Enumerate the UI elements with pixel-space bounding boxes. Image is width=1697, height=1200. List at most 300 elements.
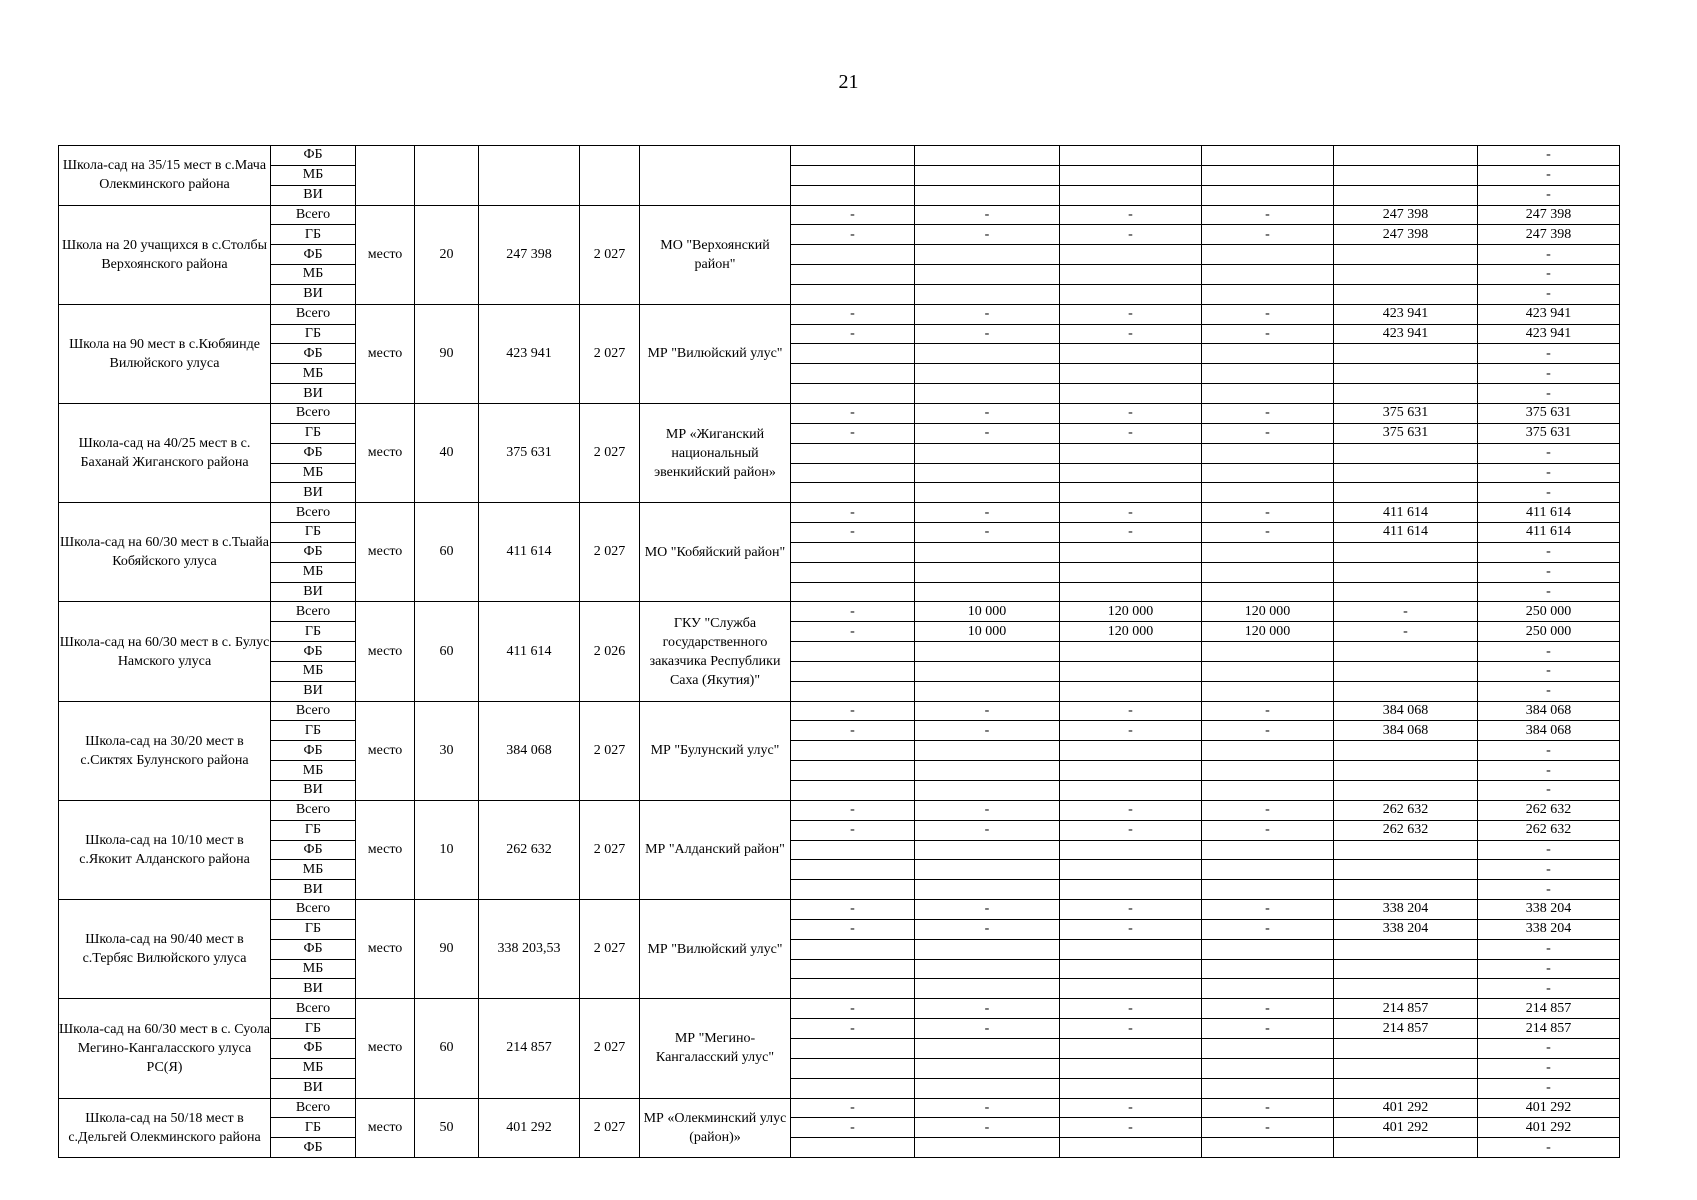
funding-source-cell: ГБ	[271, 1019, 356, 1039]
capacity-cell: 10	[415, 800, 479, 899]
year-value-cell: 401 292	[1334, 1118, 1478, 1138]
year-value-cell	[1060, 761, 1202, 781]
year-value-cell: -	[1334, 622, 1478, 642]
year-value-cell	[1334, 959, 1478, 979]
year-value-cell	[1202, 185, 1334, 205]
year-value-cell	[1334, 1138, 1478, 1158]
funding-source-cell: Всего	[271, 999, 356, 1019]
year-value-cell: 411 614	[1334, 503, 1478, 523]
funding-source-cell: МБ	[271, 860, 356, 880]
year-value-cell	[1334, 840, 1478, 860]
funding-source-cell: ГБ	[271, 423, 356, 443]
year-value-cell	[915, 542, 1060, 562]
agency-cell: МО "Верхоянский район"	[640, 205, 791, 304]
year-value-cell: 384 068	[1334, 701, 1478, 721]
year-value-cell	[915, 344, 1060, 364]
year-value-cell: -	[915, 503, 1060, 523]
year-value-cell: -	[1202, 999, 1334, 1019]
year-value-cell	[1334, 245, 1478, 265]
year-cell: 2 027	[580, 1098, 640, 1158]
year-value-cell	[1202, 582, 1334, 602]
unit-cell: место	[356, 999, 415, 1098]
total-value-cell: -	[1478, 265, 1620, 285]
year-value-cell	[915, 384, 1060, 404]
year-value-cell	[915, 165, 1060, 185]
cost-cell: 401 292	[479, 1098, 580, 1158]
project-name-cell: Школа на 90 мест в с.Кюбяинде Вилюйского улуса	[59, 304, 271, 403]
funding-source-cell: МБ	[271, 364, 356, 384]
funding-source-cell: ФБ	[271, 146, 356, 166]
year-value-cell	[1334, 344, 1478, 364]
year-value-cell: -	[1202, 919, 1334, 939]
total-value-cell: -	[1478, 384, 1620, 404]
table-row	[59, 1038, 1620, 1058]
total-value-cell: 338 204	[1478, 900, 1620, 920]
year-value-cell	[1202, 165, 1334, 185]
capacity-cell: 90	[415, 304, 479, 403]
table-row	[59, 205, 1620, 225]
agency-cell: МО "Кобяйский район"	[640, 503, 791, 602]
year-value-cell: -	[791, 602, 915, 622]
year-value-cell	[1334, 364, 1478, 384]
year-value-cell	[791, 483, 915, 503]
total-value-cell: 423 941	[1478, 324, 1620, 344]
unit-cell: место	[356, 900, 415, 999]
table-row	[59, 146, 1620, 166]
year-value-cell	[915, 1058, 1060, 1078]
year-value-cell: -	[791, 999, 915, 1019]
capacity-cell	[415, 146, 479, 206]
total-value-cell: 214 857	[1478, 999, 1620, 1019]
total-value-cell: -	[1478, 562, 1620, 582]
funding-source-cell: МБ	[271, 1058, 356, 1078]
year-value-cell: 338 204	[1334, 919, 1478, 939]
year-value-cell	[915, 880, 1060, 900]
year-value-cell	[791, 979, 915, 999]
table-row	[59, 463, 1620, 483]
table-row	[59, 999, 1620, 1019]
total-value-cell: -	[1478, 1058, 1620, 1078]
funding-source-cell: ФБ	[271, 245, 356, 265]
funding-source-cell: Всего	[271, 900, 356, 920]
year-value-cell	[1202, 483, 1334, 503]
agency-cell	[640, 146, 791, 206]
year-value-cell: -	[915, 304, 1060, 324]
table-row	[59, 1058, 1620, 1078]
year-value-cell	[791, 1078, 915, 1098]
unit-cell: место	[356, 205, 415, 304]
total-value-cell: 262 632	[1478, 820, 1620, 840]
year-value-cell: -	[915, 701, 1060, 721]
year-value-cell	[915, 265, 1060, 285]
year-value-cell	[1334, 165, 1478, 185]
total-value-cell: -	[1478, 344, 1620, 364]
year-value-cell	[1060, 344, 1202, 364]
total-value-cell: -	[1478, 443, 1620, 463]
year-value-cell	[1202, 939, 1334, 959]
funding-source-cell: ГБ	[271, 919, 356, 939]
year-value-cell: -	[1202, 900, 1334, 920]
table-row	[59, 483, 1620, 503]
year-value-cell	[1202, 741, 1334, 761]
project-name-cell: Школа-сад на 60/30 мест в с.Тыайа Кобяйского улуса	[59, 503, 271, 602]
year-value-cell	[1334, 661, 1478, 681]
year-value-cell	[1202, 840, 1334, 860]
year-value-cell	[791, 463, 915, 483]
funding-source-cell: ГБ	[271, 225, 356, 245]
year-value-cell: 262 632	[1334, 820, 1478, 840]
cost-cell: 411 614	[479, 503, 580, 602]
unit-cell: место	[356, 403, 415, 502]
year-value-cell	[1334, 681, 1478, 701]
year-value-cell	[791, 880, 915, 900]
year-value-cell: -	[791, 205, 915, 225]
funding-source-cell: ВИ	[271, 483, 356, 503]
year-value-cell	[791, 582, 915, 602]
funding-source-cell: ВИ	[271, 1078, 356, 1098]
year-value-cell	[1334, 146, 1478, 166]
project-name-cell: Школа-сад на 60/30 мест в с. Булус Намского улуса	[59, 602, 271, 701]
total-value-cell: -	[1478, 880, 1620, 900]
table-row	[59, 324, 1620, 344]
year-value-cell: -	[791, 701, 915, 721]
year-value-cell	[1060, 185, 1202, 205]
table-row	[59, 622, 1620, 642]
funding-source-cell: Всего	[271, 800, 356, 820]
year-value-cell	[1060, 384, 1202, 404]
year-value-cell	[1060, 443, 1202, 463]
total-value-cell: 401 292	[1478, 1118, 1620, 1138]
year-value-cell: -	[1060, 800, 1202, 820]
year-value-cell	[1334, 384, 1478, 404]
table-row	[59, 423, 1620, 443]
project-name-cell: Школа-сад на 60/30 мест в с. Суола Мегино-Кангаласского улуса РС(Я)	[59, 999, 271, 1098]
year-value-cell	[791, 384, 915, 404]
funding-source-cell: Всего	[271, 602, 356, 622]
funding-source-cell: ГБ	[271, 523, 356, 543]
table-body	[59, 146, 1620, 1158]
year-value-cell: 120 000	[1202, 602, 1334, 622]
year-value-cell	[1202, 284, 1334, 304]
year-value-cell	[915, 781, 1060, 801]
year-cell: 2 027	[580, 800, 640, 899]
table-row	[59, 443, 1620, 463]
funding-source-cell: МБ	[271, 265, 356, 285]
year-value-cell: 247 398	[1334, 205, 1478, 225]
year-value-cell	[1060, 1078, 1202, 1098]
year-value-cell	[1334, 582, 1478, 602]
year-value-cell: 375 631	[1334, 403, 1478, 423]
year-value-cell: -	[1202, 324, 1334, 344]
total-value-cell: -	[1478, 642, 1620, 662]
year-value-cell: -	[1202, 304, 1334, 324]
year-value-cell	[1334, 1038, 1478, 1058]
unit-cell: место	[356, 304, 415, 403]
funding-source-cell: ГБ	[271, 820, 356, 840]
year-value-cell	[791, 1038, 915, 1058]
year-value-cell	[1060, 860, 1202, 880]
table-row	[59, 959, 1620, 979]
year-value-cell: -	[1060, 1019, 1202, 1039]
year-value-cell: 120 000	[1060, 622, 1202, 642]
total-value-cell: -	[1478, 979, 1620, 999]
year-value-cell: -	[791, 820, 915, 840]
year-value-cell: -	[791, 900, 915, 920]
agency-cell: МР "Вилюйский улус"	[640, 900, 791, 999]
table-row	[59, 840, 1620, 860]
year-value-cell	[915, 860, 1060, 880]
total-value-cell: 411 614	[1478, 523, 1620, 543]
year-value-cell	[1334, 741, 1478, 761]
total-value-cell: 338 204	[1478, 919, 1620, 939]
year-value-cell	[791, 642, 915, 662]
capacity-cell: 40	[415, 403, 479, 502]
year-value-cell: -	[1202, 503, 1334, 523]
year-value-cell: -	[1060, 900, 1202, 920]
year-value-cell: 423 941	[1334, 304, 1478, 324]
year-value-cell: -	[1202, 423, 1334, 443]
year-value-cell	[1202, 1058, 1334, 1078]
year-value-cell	[1334, 860, 1478, 880]
table-row	[59, 860, 1620, 880]
year-value-cell	[915, 245, 1060, 265]
year-value-cell	[1202, 979, 1334, 999]
funding-source-cell: ФБ	[271, 344, 356, 364]
total-value-cell: 401 292	[1478, 1098, 1620, 1118]
table-row	[59, 384, 1620, 404]
year-value-cell	[915, 1138, 1060, 1158]
year-value-cell	[1202, 1078, 1334, 1098]
total-value-cell: -	[1478, 364, 1620, 384]
total-value-cell: -	[1478, 840, 1620, 860]
year-cell: 2 027	[580, 900, 640, 999]
year-value-cell: -	[1202, 1019, 1334, 1039]
year-value-cell	[1202, 642, 1334, 662]
table-row	[59, 284, 1620, 304]
capacity-cell: 60	[415, 503, 479, 602]
year-value-cell: -	[1060, 503, 1202, 523]
year-value-cell: 214 857	[1334, 999, 1478, 1019]
year-value-cell	[1202, 761, 1334, 781]
total-value-cell: 384 068	[1478, 701, 1620, 721]
year-value-cell	[915, 939, 1060, 959]
year-value-cell	[791, 443, 915, 463]
table-row	[59, 741, 1620, 761]
year-value-cell	[1202, 463, 1334, 483]
total-value-cell: -	[1478, 681, 1620, 701]
year-value-cell	[915, 642, 1060, 662]
year-value-cell	[791, 939, 915, 959]
year-value-cell	[1202, 443, 1334, 463]
funding-source-cell: МБ	[271, 463, 356, 483]
year-value-cell: -	[1060, 721, 1202, 741]
year-value-cell	[1334, 761, 1478, 781]
year-value-cell: 411 614	[1334, 523, 1478, 543]
year-value-cell	[915, 741, 1060, 761]
total-value-cell: -	[1478, 661, 1620, 681]
funding-source-cell: ВИ	[271, 384, 356, 404]
year-value-cell: -	[915, 1019, 1060, 1039]
year-value-cell	[791, 681, 915, 701]
table-row	[59, 602, 1620, 622]
year-value-cell	[1060, 542, 1202, 562]
year-value-cell	[1202, 1138, 1334, 1158]
year-value-cell	[1202, 146, 1334, 166]
year-value-cell	[1334, 483, 1478, 503]
year-value-cell: -	[1202, 701, 1334, 721]
year-value-cell: -	[915, 721, 1060, 741]
year-value-cell: -	[791, 523, 915, 543]
year-cell: 2 027	[580, 304, 640, 403]
year-value-cell: -	[1060, 523, 1202, 543]
unit-cell: место	[356, 1098, 415, 1158]
year-value-cell: -	[915, 423, 1060, 443]
year-value-cell	[1202, 860, 1334, 880]
year-cell: 2 027	[580, 205, 640, 304]
year-value-cell	[915, 1078, 1060, 1098]
year-value-cell	[915, 364, 1060, 384]
year-value-cell: 423 941	[1334, 324, 1478, 344]
year-cell: 2 027	[580, 503, 640, 602]
year-value-cell	[1202, 364, 1334, 384]
table-row	[59, 681, 1620, 701]
year-value-cell	[791, 661, 915, 681]
year-value-cell	[915, 582, 1060, 602]
year-value-cell	[915, 146, 1060, 166]
table-row	[59, 800, 1620, 820]
total-value-cell: -	[1478, 959, 1620, 979]
total-value-cell: -	[1478, 781, 1620, 801]
year-value-cell	[915, 483, 1060, 503]
total-value-cell: -	[1478, 483, 1620, 503]
unit-cell	[356, 146, 415, 206]
year-value-cell: -	[915, 205, 1060, 225]
agency-cell: ГКУ "Служба государственного заказчика Республики Саха (Якутия)"	[640, 602, 791, 701]
capacity-cell: 90	[415, 900, 479, 999]
year-value-cell: -	[1060, 701, 1202, 721]
year-value-cell	[791, 860, 915, 880]
year-value-cell	[1060, 284, 1202, 304]
year-value-cell	[791, 344, 915, 364]
year-value-cell	[791, 245, 915, 265]
total-value-cell: -	[1478, 463, 1620, 483]
year-value-cell	[915, 1038, 1060, 1058]
year-value-cell: -	[915, 403, 1060, 423]
funding-source-cell: МБ	[271, 761, 356, 781]
funding-source-cell: МБ	[271, 661, 356, 681]
funding-source-cell: ВИ	[271, 582, 356, 602]
year-value-cell	[791, 741, 915, 761]
year-value-cell: -	[915, 999, 1060, 1019]
year-value-cell	[1202, 661, 1334, 681]
total-value-cell: -	[1478, 1138, 1620, 1158]
table-row	[59, 701, 1620, 721]
funding-source-cell: ФБ	[271, 1038, 356, 1058]
cost-cell: 214 857	[479, 999, 580, 1098]
agency-cell: МР "Вилюйский улус"	[640, 304, 791, 403]
year-value-cell	[1060, 939, 1202, 959]
year-value-cell: -	[1060, 919, 1202, 939]
unit-cell: место	[356, 800, 415, 899]
funding-source-cell: ФБ	[271, 741, 356, 761]
year-value-cell: -	[1202, 800, 1334, 820]
funding-source-cell: ФБ	[271, 642, 356, 662]
table-row	[59, 721, 1620, 741]
funding-source-cell: ФБ	[271, 443, 356, 463]
year-value-cell	[915, 979, 1060, 999]
total-value-cell: -	[1478, 582, 1620, 602]
table-row	[59, 1019, 1620, 1039]
total-value-cell: 250 000	[1478, 602, 1620, 622]
year-value-cell: -	[1202, 721, 1334, 741]
project-name-cell: Школа-сад на 50/18 мест в с.Дельгей Олекминского района	[59, 1098, 271, 1158]
year-value-cell: -	[1060, 324, 1202, 344]
year-value-cell	[1334, 542, 1478, 562]
year-value-cell: -	[1060, 1118, 1202, 1138]
agency-cell: МР "Булунский улус"	[640, 701, 791, 800]
year-value-cell: -	[1334, 602, 1478, 622]
year-cell	[580, 146, 640, 206]
year-value-cell	[1334, 642, 1478, 662]
funding-source-cell: Всего	[271, 403, 356, 423]
funding-source-cell: МБ	[271, 165, 356, 185]
year-value-cell	[915, 284, 1060, 304]
year-value-cell	[1334, 781, 1478, 801]
total-value-cell: -	[1478, 1038, 1620, 1058]
year-value-cell	[1334, 284, 1478, 304]
year-value-cell	[1060, 661, 1202, 681]
total-value-cell: -	[1478, 1078, 1620, 1098]
year-value-cell	[791, 165, 915, 185]
year-value-cell: -	[791, 304, 915, 324]
year-value-cell: 120 000	[1202, 622, 1334, 642]
total-value-cell: -	[1478, 185, 1620, 205]
year-value-cell	[791, 840, 915, 860]
funding-source-cell: Всего	[271, 304, 356, 324]
total-value-cell: -	[1478, 761, 1620, 781]
year-value-cell	[791, 265, 915, 285]
agency-cell: МР «Жиганский национальный эвенкийский район»	[640, 403, 791, 502]
year-value-cell	[1202, 245, 1334, 265]
year-value-cell: -	[915, 225, 1060, 245]
funding-source-cell: Всего	[271, 701, 356, 721]
year-value-cell: -	[791, 721, 915, 741]
year-value-cell: -	[1060, 820, 1202, 840]
total-value-cell: -	[1478, 146, 1620, 166]
project-name-cell: Школа-сад на 10/10 мест в с.Якокит Алданского района	[59, 800, 271, 899]
year-value-cell: -	[915, 1118, 1060, 1138]
year-value-cell: -	[1060, 1098, 1202, 1118]
table-row	[59, 1078, 1620, 1098]
funding-source-cell: ГБ	[271, 1118, 356, 1138]
year-value-cell: -	[1202, 1098, 1334, 1118]
year-value-cell: 247 398	[1334, 225, 1478, 245]
funding-source-cell: ВИ	[271, 880, 356, 900]
year-value-cell	[1060, 880, 1202, 900]
year-cell: 2 027	[580, 403, 640, 502]
year-value-cell	[1334, 1078, 1478, 1098]
funding-source-cell: ФБ	[271, 939, 356, 959]
year-value-cell	[1334, 443, 1478, 463]
funding-source-cell: ФБ	[271, 1138, 356, 1158]
year-value-cell: -	[1060, 999, 1202, 1019]
capacity-cell: 30	[415, 701, 479, 800]
year-value-cell: 214 857	[1334, 1019, 1478, 1039]
year-value-cell	[915, 443, 1060, 463]
year-value-cell: -	[1060, 403, 1202, 423]
year-value-cell	[791, 364, 915, 384]
year-value-cell: -	[1202, 1118, 1334, 1138]
